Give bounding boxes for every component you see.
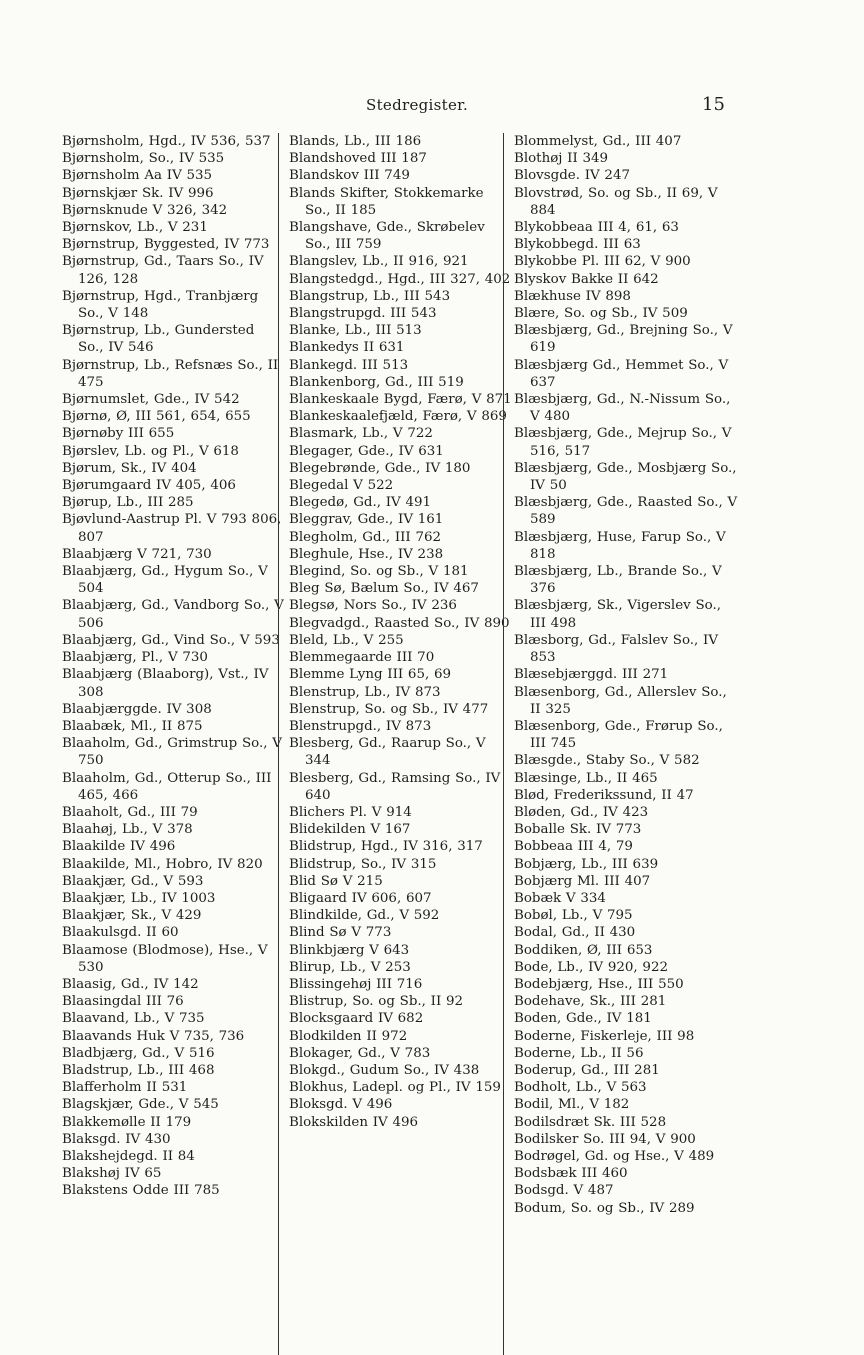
index-entry: Boden, Gde., IV 181 (514, 1011, 652, 1027)
index-entry: Bjørnstrup, Lb., Refsnæs So., II 475 (62, 357, 279, 390)
index-entry: Blaakjær, Gd., V 593 (62, 873, 204, 889)
index-entry: Blaabjærggde. IV 308 (62, 701, 212, 717)
index-entry: Bjørnøby III 655 (62, 426, 175, 442)
index-entry: Blidstrup, So., IV 315 (289, 856, 437, 872)
index-entry: Bloksgd. V 496 (289, 1097, 393, 1113)
index-entry: Bjørum, Sk., IV 404 (62, 460, 197, 476)
index-entry: Blaabjærg (Blaaborg), Vst., IV 308 (62, 667, 269, 700)
index-entry: Bjørnsknude V 326, 342 (62, 202, 228, 218)
index-entry: Blaasingdal III 76 (62, 994, 184, 1010)
index-entry: Bjørup, Lb., III 285 (62, 495, 194, 511)
index-entry: Blaaholm, Gd., Grimstrup So., V 750 (62, 736, 282, 769)
index-entry: Blaakjær, Sk., V 429 (62, 908, 202, 924)
index-entry: Blokager, Gd., V 783 (289, 1045, 431, 1061)
index-entry: Bjørnsholm Aa IV 535 (62, 168, 213, 184)
index-entry: Blemmegaarde III 70 (289, 650, 435, 666)
index-entry: Blichers Pl. V 914 (289, 804, 412, 820)
index-entry: Bjørslev, Lb. og Pl., V 618 (62, 443, 239, 459)
index-column-3 (503, 133, 740, 1355)
index-entry: Blovsgde. IV 247 (514, 168, 630, 184)
index-entry: Blangshave, Gde., Skrøbelev So., III 759 (289, 220, 485, 253)
index-entry: Blakkemølle II 179 (62, 1114, 192, 1130)
index-entry: Blakshøj IV 65 (62, 1166, 162, 1182)
index-entry: Blangstrupgd. III 543 (289, 306, 437, 322)
index-entry: Blæsgde., Staby So., V 582 (514, 753, 700, 769)
index-entry: Bodebjærg, Hse., III 550 (514, 976, 684, 992)
index-entry: Blocksgaard IV 682 (289, 1011, 424, 1027)
index-entry: Bobbeaa III 4, 79 (514, 839, 633, 855)
index-entry: Bobøl, Lb., V 795 (514, 908, 633, 924)
index-entry: Blæsebjærggd. III 271 (514, 667, 669, 683)
index-entry: Blæsbjærg, Huse, Farup So., V 818 (514, 529, 726, 562)
index-entry: Blaksgd. IV 430 (62, 1131, 171, 1147)
page-title: Stedregister. (366, 96, 469, 114)
index-entry: Blaabjærg, Gd., Hygum So., V 504 (62, 564, 268, 597)
index-entry: Blaakilde IV 496 (62, 839, 176, 855)
index-entry: Bjørumgaard IV 405, 406 (62, 478, 236, 494)
index-entry: Bjørnsholm, So., IV 535 (62, 151, 225, 167)
index-entry: Bladstrup, Lb., III 468 (62, 1062, 215, 1078)
index-entry: Blykobbegd. III 63 (514, 237, 641, 253)
index-entry: Blaahøj, Lb., V 378 (62, 822, 193, 838)
index-entry: Blokhus, Ladepl. og Pl., IV 159 (289, 1080, 501, 1096)
index-entry: Blegedø, Gd., IV 491 (289, 495, 432, 511)
index-entry: Bode, Lb., IV 920, 922 (514, 959, 668, 975)
index-entry: Blanke, Lb., III 513 (289, 323, 422, 339)
index-entry: Bodsbæk III 460 (514, 1166, 628, 1182)
index-entry: Blandshoved III 187 (289, 151, 427, 167)
index-entry: Blands, Lb., III 186 (289, 134, 422, 149)
index-entry: Blenstrup, So. og Sb., IV 477 (289, 701, 489, 717)
index-entry: Blegager, Gde., IV 631 (289, 443, 444, 459)
index-entry: Blind Sø V 773 (289, 925, 392, 941)
index-entry: Bjørnstrup, Byggested, IV 773 (62, 237, 270, 253)
index-entry: Blegedal V 522 (289, 478, 394, 494)
index-entry: Blidstrup, Hgd., IV 316, 317 (289, 839, 483, 855)
index-entry: Blangstedgd., Hgd., III 327, 402 (289, 271, 511, 287)
index-entry: Blasmark, Lb., V 722 (289, 426, 433, 442)
index-entry: Blaavand, Lb., V 735 (62, 1011, 205, 1027)
index-entry: Bodum, So. og Sb., IV 289 (514, 1200, 695, 1216)
index-entry: Blykobbeaa III 4, 61, 63 (514, 220, 679, 236)
index-entry: Blegind, So. og Sb., V 181 (289, 564, 469, 580)
index-entry: Blegebrønde, Gde., IV 180 (289, 460, 471, 476)
index-entry: Blæsinge, Lb., II 465 (514, 770, 658, 786)
index-entry: Blangslev, Lb., II 916, 921 (289, 254, 469, 270)
index-entry: Blæsbjærg, Gde., Mosbjærg So., IV 50 (514, 460, 737, 494)
index-entry: Blaaholm, Gd., Otterup So., III 465, 466 (62, 770, 272, 803)
index-entry: Bobjærg, Lb., III 639 (514, 856, 659, 872)
index-entry: Boderne, Fiskerleje, III 98 (514, 1028, 695, 1044)
index-entry: Blesberg, Gd., Raarup So., V 344 (289, 736, 486, 769)
index-entry: Blirup, Lb., V 253 (289, 959, 411, 975)
index-entry: Blandskov III 749 (289, 168, 410, 184)
index-entry: Blyskov Bakke II 642 (514, 271, 659, 287)
index-entry: Bjørnskjær Sk. IV 996 (62, 185, 214, 201)
index-entry: Blommelyst, Gd., III 407 (514, 134, 682, 149)
index-entry: Blæsenborg, Gde., Frørup So., III 745 (514, 718, 723, 752)
index-column-1 (62, 133, 284, 1200)
index-entry: Blakshejdegd. II 84 (62, 1148, 195, 1164)
index-entry: Bjørnskov, Lb., V 231 (62, 220, 208, 236)
index-entry: Blæsbjærg, Gd., Brejning So., V 619 (514, 323, 733, 356)
index-entry: Bladbjærg, Gd., V 516 (62, 1045, 215, 1061)
index-entry: Blæsbjærg, Lb., Brande So., V 376 (514, 564, 722, 597)
index-entry: Blothøj II 349 (514, 151, 609, 167)
index-entry: Blankenborg, Gd., III 519 (289, 374, 464, 390)
index-entry: Blaakjær, Lb., IV 1003 (62, 890, 216, 906)
index-entry: Bodilsdræt Sk. III 528 (514, 1114, 667, 1130)
index-entry: Bodsgd. V 487 (514, 1183, 614, 1199)
index-entry: Blagskjær, Gde., V 545 (62, 1097, 219, 1113)
index-entry: Blød, Frederikssund, II 47 (514, 787, 694, 803)
index-entry: Boderup, Gd., III 281 (514, 1062, 660, 1078)
index-entry: Bodal, Gd., II 430 (514, 925, 636, 941)
page-header (0, 96, 864, 120)
index-entry: Blæsbjærg, Sk., Vigerslev So., III 498 (514, 598, 721, 631)
index-entry: Blaamose (Blodmose), Hse., V 530 (62, 942, 268, 975)
index-entry: Blegsø, Nors So., IV 236 (289, 598, 457, 614)
index-entry: Blid Sø V 215 (289, 873, 383, 889)
index-entry: Blykobbe Pl. III 62, V 900 (514, 254, 691, 270)
index-entry: Bleld, Lb., V 255 (289, 632, 404, 648)
index-entry: Blokskilden IV 496 (289, 1114, 419, 1130)
index-entry: Blæsbjærg, Gd., N.-Nissum So., V 480 (514, 392, 731, 425)
index-entry: Blissingehøj III 716 (289, 976, 423, 992)
index-entry: Bløden, Gd., IV 423 (514, 804, 649, 820)
index-entry: Blæsbjærg, Gde., Raasted So., V 589 (514, 495, 738, 528)
index-entry: Blankegd. III 513 (289, 357, 409, 373)
index-entry: Blodkilden II 972 (289, 1028, 408, 1044)
index-entry: Bjørnumslet, Gde., IV 542 (62, 392, 240, 408)
index-entry: Bjøvlund-Aastrup Pl. V 793 806, 807 (62, 512, 282, 545)
index-entry: Bodehave, Sk., III 281 (514, 994, 667, 1010)
index-entry: Bligaard IV 606, 607 (289, 890, 432, 906)
index-entry: Bobjærg Ml. III 407 (514, 873, 651, 889)
index-entry: Blaakulsgd. II 60 (62, 925, 179, 941)
index-entry: Blaakilde, Ml., Hobro, IV 820 (62, 856, 263, 872)
index-entry: Blegvadgd., Raasted So., IV 890 (289, 615, 510, 631)
index-entry: Blakstens Odde III 785 (62, 1183, 220, 1199)
index-entry: Blaabæk, Ml., II 875 (62, 718, 203, 734)
index-entry: Blafferholm II 531 (62, 1080, 188, 1096)
index-entry: Bjørnstrup, Gd., Taars So., IV 126, 128 (62, 254, 264, 287)
index-entry: Bodholt, Lb., V 563 (514, 1080, 647, 1096)
index-entry: Boddiken, Ø, III 653 (514, 942, 653, 958)
index-entry: Blæsenborg, Gd., Allerslev So., II 325 (514, 684, 727, 717)
index-entry: Blands Skifter, Stokkemarke So., II 185 (289, 185, 484, 218)
index-entry: Blinkbjærg V 643 (289, 942, 410, 958)
index-entry: Bobæk V 334 (514, 890, 606, 906)
index-entry: Bjørnstrup, Hgd., Tranbjærg So., V 148 (62, 288, 259, 322)
index-entry: Blæsbjærg Gd., Hemmet So., V 637 (514, 357, 729, 390)
index-entry: Blankeskaalefjæld, Færø, V 869 (289, 409, 507, 425)
index-entry: Blangstrup, Lb., III 543 (289, 288, 451, 304)
index-entry: Blenstrup, Lb., IV 873 (289, 684, 441, 700)
index-entry: Blidekilden V 167 (289, 822, 411, 838)
index-entry: Blenstrupgd., IV 873 (289, 718, 432, 734)
index-entry: Bleggrav, Gde., IV 161 (289, 512, 444, 528)
index-entry: Bjørnø, Ø, III 561, 654, 655 (62, 409, 251, 425)
index-entry: Blistrup, So. og Sb., II 92 (289, 994, 464, 1010)
index-entry: Blæsborg, Gd., Falslev So., IV 853 (514, 632, 719, 666)
index-entry: Boballe Sk. IV 773 (514, 822, 642, 838)
index-entry: Blaavands Huk V 735, 736 (62, 1028, 245, 1044)
index-entry: Boderne, Lb., II 56 (514, 1045, 644, 1061)
index-entry: Blære, So. og Sb., IV 509 (514, 306, 688, 322)
index-column-2 (278, 133, 513, 1355)
index-entry: Blankedys II 631 (289, 340, 405, 356)
page-number: 15 (702, 94, 725, 115)
index-entry: Blaasig, Gd., IV 142 (62, 976, 199, 992)
index-entry: Bjørnsholm, Hgd., IV 536, 537 (62, 134, 271, 149)
index-entry: Blovstrød, So. og Sb., II 69, V 884 (514, 185, 718, 218)
index-entry: Blaabjærg, Gd., Vandborg So., V 506 (62, 598, 284, 631)
index-entry: Blegholm, Gd., III 762 (289, 529, 442, 545)
index-entry: Blindkilde, Gd., V 592 (289, 908, 440, 924)
index-entry: Bleghule, Hse., IV 238 (289, 546, 444, 562)
index-entry: Bodil, Ml., V 182 (514, 1097, 630, 1113)
index-entry: Blesberg, Gd., Ramsing So., IV 640 (289, 770, 501, 803)
index-entry: Blaaholt, Gd., III 79 (62, 804, 198, 820)
index-entry: Bleg Sø, Bælum So., IV 467 (289, 581, 479, 597)
index-entry: Blokgd., Gudum So., IV 438 (289, 1062, 480, 1078)
index-entry: Blaabjærg V 721, 730 (62, 546, 212, 562)
index-entry: Blæsbjærg, Gde., Mejrup So., V 516, 517 (514, 426, 732, 459)
index-entry: Bjørnstrup, Lb., Gundersted So., IV 546 (62, 323, 255, 356)
index-entry: Blankeskaale Bygd, Færø, V 871 (289, 392, 512, 408)
index-entry: Blaabjærg, Gd., Vind So., V 593 (62, 632, 280, 648)
index-entry: Blemme Lyng III 65, 69 (289, 667, 452, 683)
index-entry: Blaabjærg, Pl., V 730 (62, 650, 208, 666)
index-entry: Bodilsker So. III 94, V 900 (514, 1131, 696, 1147)
index-entry: Blækhuse IV 898 (514, 288, 631, 304)
index-entry: Bodrøgel, Gd. og Hse., V 489 (514, 1148, 715, 1164)
